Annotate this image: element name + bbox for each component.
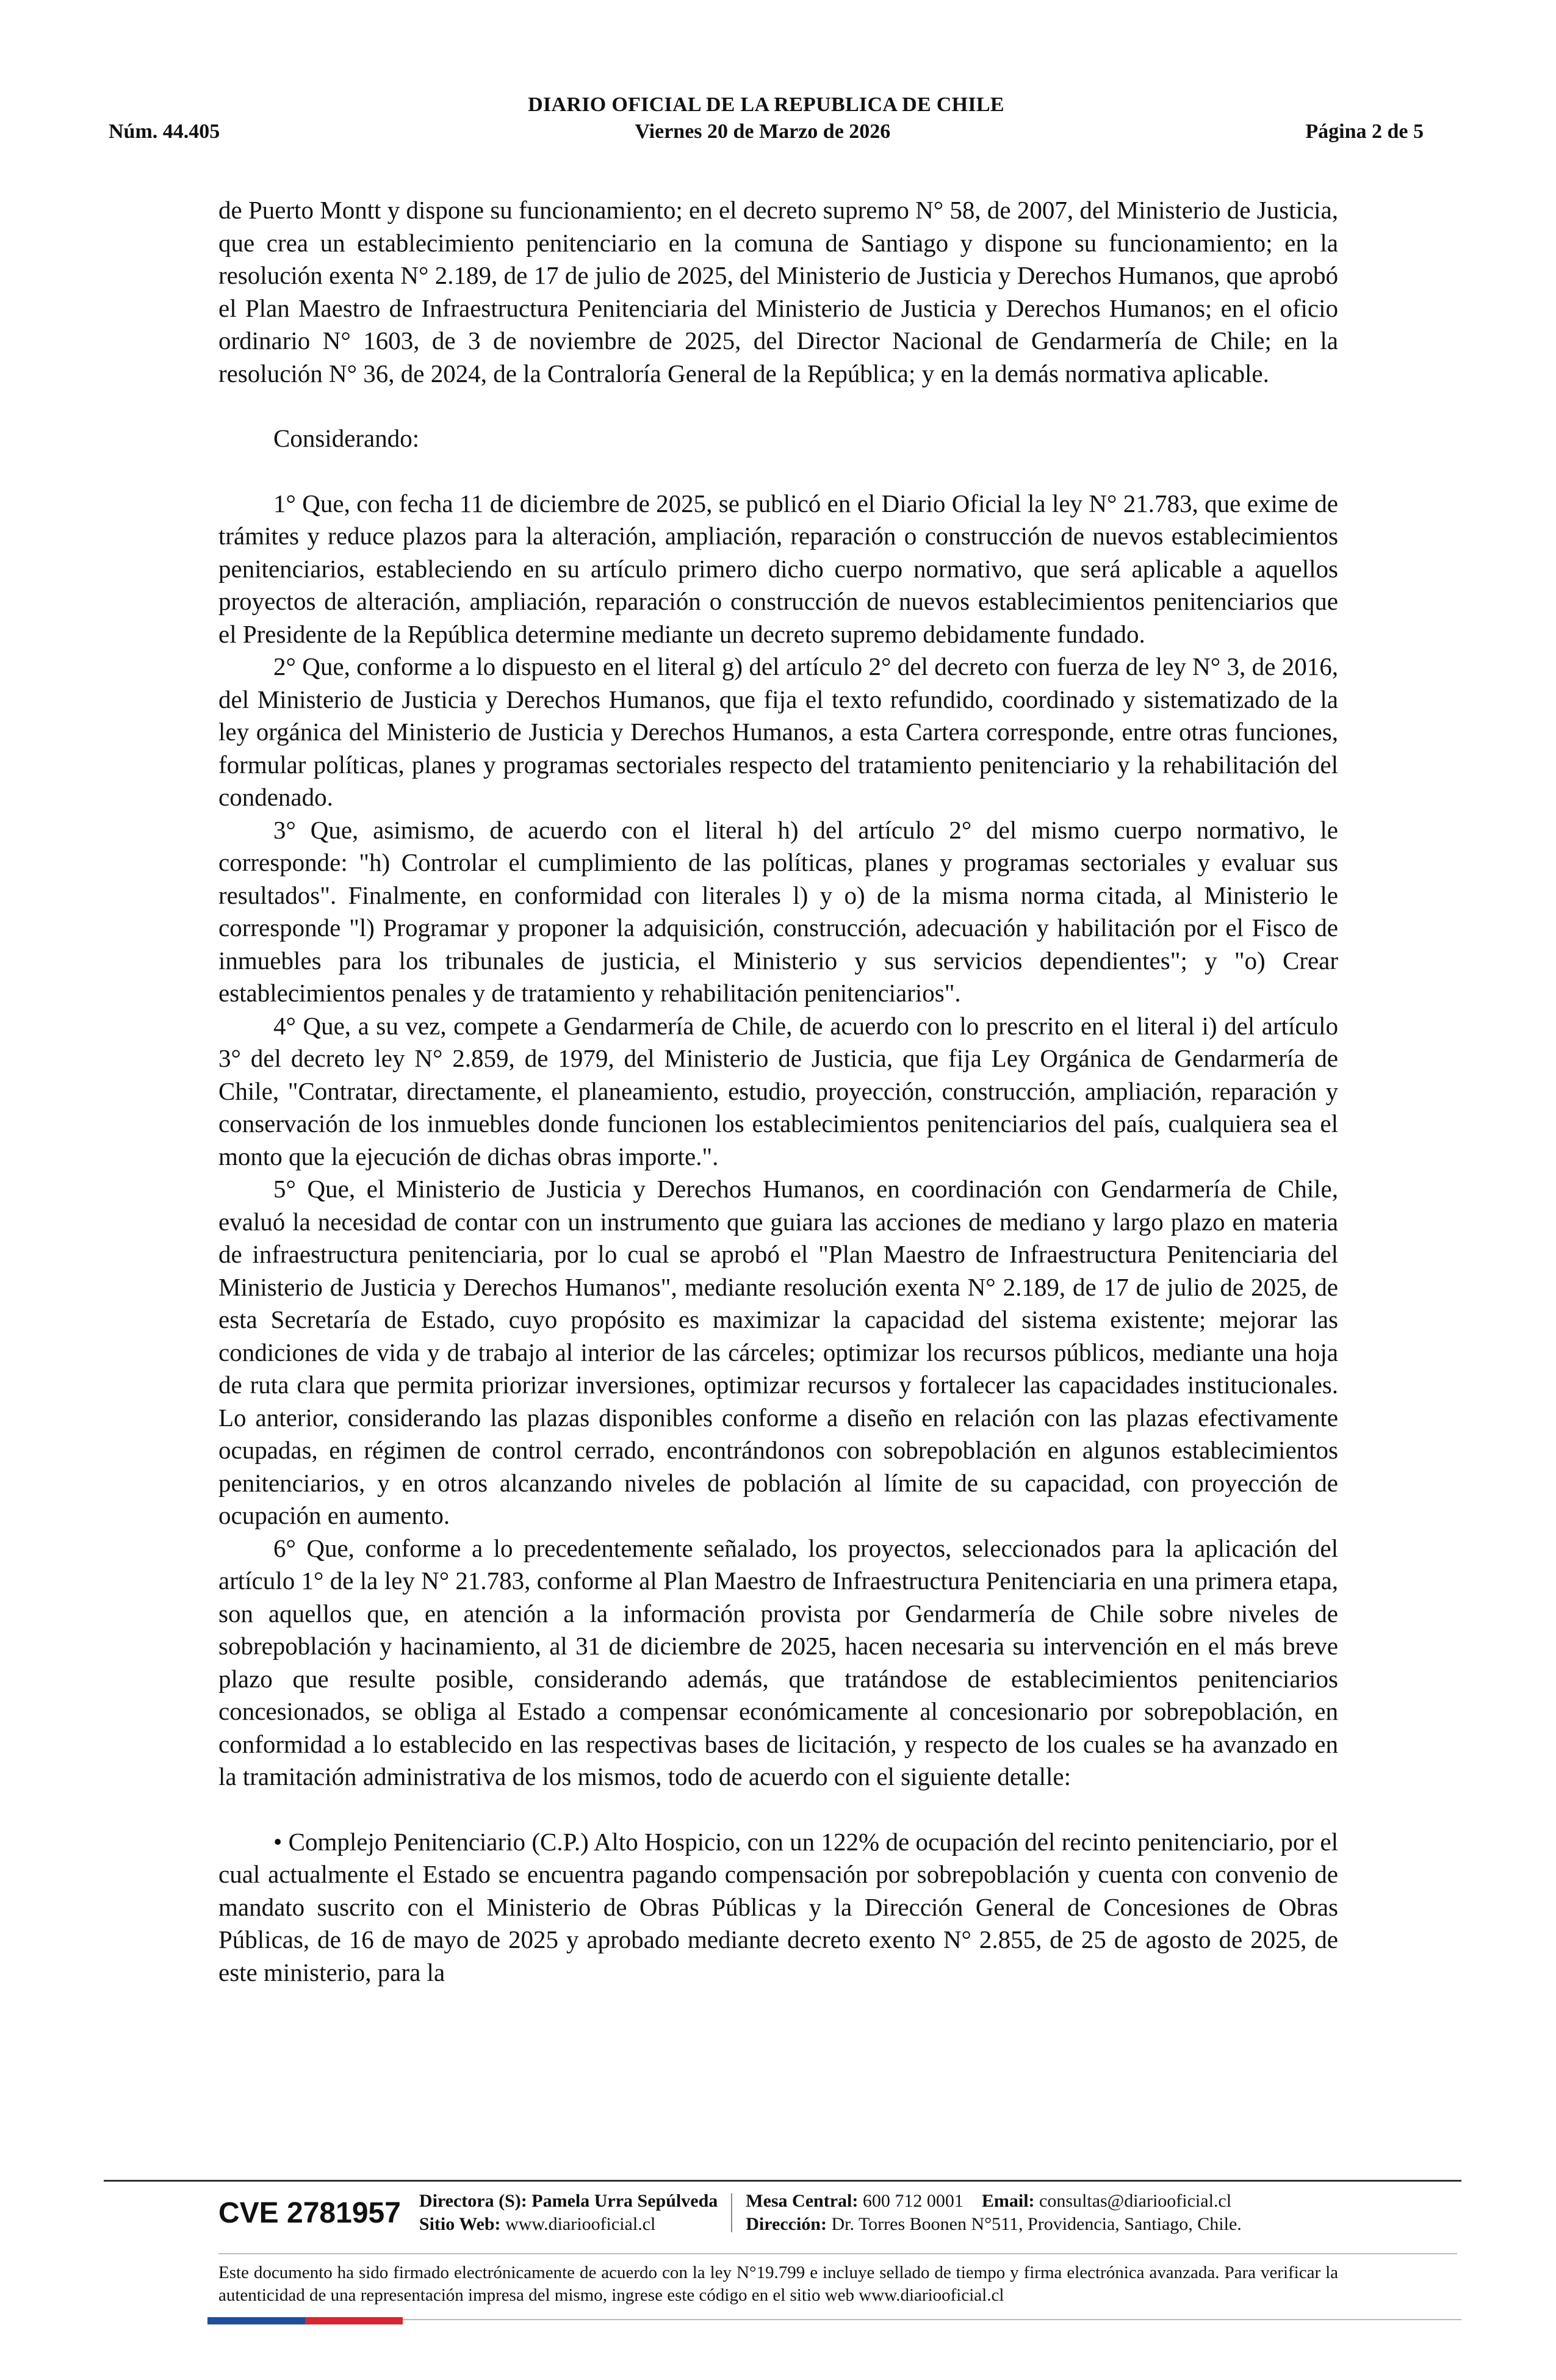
email-label: Email: — [981, 2191, 1035, 2211]
flag-stripe — [207, 2317, 403, 2324]
site-label: Sitio Web: — [419, 2214, 501, 2234]
gazette-title: DIARIO OFICIAL DE LA REPUBLICA DE CHILE — [528, 93, 1004, 116]
bullet-alto-hospicio: • Complejo Penitenciario (C.P.) Alto Hospicio, con un 122% de ocupación del recinto penitenciario, por el cual actualmente el Estado se encuentra pagando compensación por sobrepoblación y cuenta con convenio de mandato suscrito con el Ministerio de Obras Públicas y la Dirección General de Concesiones de Obras Públicas, de 16 de mayo de 2025 y aprobado mediante decreto exento N° 2.855, de 25 de agosto de 2025, de este ministerio, para la — [218, 1827, 1338, 1986]
page-number: Página 2 de 5 — [1305, 120, 1424, 143]
footer-bottom-rule — [403, 2319, 1461, 2320]
phone-number: 600 712 0001 — [862, 2191, 963, 2211]
director-name: Pamela Urra Sepúlveda — [531, 2191, 718, 2211]
phone-label: Mesa Central: — [746, 2191, 859, 2211]
intro-paragraph: de Puerto Montt y dispone su funcionamiento; en el decreto supremo N° 58, de 2007, del Ministerio de Justicia, que crea un establecimiento penitenciario en la comuna de Santiago y dispone su funcionamiento; en la resolución exenta N° 2.189, de 17 de julio de 2025, del Ministerio de Justicia y Derechos Humanos, que aprobó el Plan Maestro de Infraestructura Penitenciaria del Ministerio de Justicia y Derechos Humanos; en el oficio ordinario N° 1603, de 3 de noviembre de 2025, del Director Nacional de Gendarmería de Chile; en la resolución N° 36, de 2024, de la Contraloría General de la República; y en la demás normativa aplicable. — [218, 196, 1338, 388]
considerando-heading: Considerando: — [273, 424, 420, 452]
issue-number: Núm. 44.405 — [109, 120, 220, 143]
paragraph-4: 4° Que, a su vez, compete a Gendarmería de Chile, de acuerdo con lo prescrito en el literal i) del artículo 3° del decreto ley N° 2.859, de 1979, del Ministerio de Justicia, que fija Ley Orgánica de Gendarmería de Chile, "Contratar, directamente, el planeamiento, estudio, proyección, construcción, ampliación, reparación y conservación de los inmuebles donde funcionen los establecimientos penitenciarios del país, cualquiera sea el monto que la ejecución de dichas obras importe.". — [218, 1011, 1338, 1170]
footer-divider — [104, 2180, 1461, 2182]
address-text: Dr. Torres Boonen N°511, Providencia, Santiago, Chile. — [831, 2214, 1242, 2234]
paragraph-6: 6° Que, conforme a lo precedentemente señalado, los proyectos, seleccionados para la aplicación del artículo 1° de la ley N° 21.783, conforme al Plan Maestro de Infraestructura Penitenciaria en una primera etapa, son aquellos que, en atención a la información provista por Gendarmería de Chile sobre niveles de sobrepoblación y hacinamiento, al 31 de diciembre de 2025, hacen necesaria su intervención en el más breve plazo que resulte posible, considerando además, que tratándose de establecimientos penitenciarios concesionados, se obliga al Estado a compensar económicamente al concesionario por sobrepoblación, en conformidad a lo establecido en las respectivas bases de licitación, y respecto de los cuales se ha avanzado en la tramitación administrativa de los mismos, todo de acuerdo con el siguiente detalle: — [218, 1534, 1338, 1790]
director-label: Directora (S): — [419, 2191, 527, 2211]
flag-red-stripe — [305, 2317, 403, 2324]
email-link[interactable]: consultas@diariooficial.cl — [1039, 2191, 1232, 2211]
footer-separator — [731, 2193, 732, 2232]
signature-note: Este documento ha sido firmado electrónicamente de acuerdo con la ley N°19.799 e incluye sellado de tiempo y firma electrónica avanzada. Para verificar la autenticidad de una representación impresa del mismo, ingrese este código en el sitio web www.diariooficial.cl — [218, 2263, 1338, 2305]
paragraph-1: 1° Que, con fecha 11 de diciembre de 2025, se publicó en el Diario Oficial la ley N° 21.783, que exime de trámites y reduce plazos para la alteración, ampliación, reparación o construcción de nuevos establecimientos penitenciarios, estableciendo en su artículo primero dicho cuerpo normativo, que será aplicable a aquellos proyectos de alteración, ampliación, reparación o construcción de nuevos establecimientos penitenciarios que el Presidente de la República determine mediante un decreto supremo debidamente fundado. — [218, 489, 1338, 648]
page-header — [109, 92, 1424, 145]
contact-block — [746, 2190, 1242, 2236]
document-body — [218, 194, 1338, 1989]
site-link[interactable]: www.diariooficial.cl — [505, 2214, 656, 2234]
paragraph-5: 5° Que, el Ministerio de Justicia y Derechos Humanos, en coordinación con Gendarmería de Chile, evaluó la necesidad de contar con un instrumento que guiara las acciones de mediano y largo plazo en materia de infraestructura penitenciaria, por lo cual se aprobó el "Plan Maestro de Infraestructura Penitenciaria del Ministerio de Justicia y Derechos Humanos", mediante resolución exenta N° 2.189, de 17 de julio de 2025, de esta Secretaría de Estado, cuyo propósito es maximizar la capacidad del sistema existente; mejorar las condiciones de vida y de trabajo al interior de las cárceles; optimizar los recursos públicos, mediante una hoja de ruta clara que permita priorizar inversiones, optimizar recursos y fortalecer las capacidades institucionales. Lo anterior, considerando las plazas disponibles conforme a diseño en relación con las plazas efectivamente ocupadas, en régimen de control cerrado, encontrándonos con sobrepoblación en algunos establecimientos penitenciarios, y en otros alcanzando niveles de población al límite de su capacidad, con proyección de ocupación en aumento. — [218, 1175, 1338, 1529]
page-footer — [218, 2190, 1341, 2236]
address-label: Dirección: — [746, 2214, 827, 2234]
issue-date: Viernes 20 de Marzo de 2026 — [635, 120, 891, 143]
paragraph-2: 2° Que, conforme a lo dispuesto en el literal g) del artículo 2° del decreto con fuerza de ley N° 3, de 2016, del Ministerio de Justicia y Derechos Humanos, que fija el texto refundido, coordinado y sistematizado de la ley orgánica del Ministerio de Justicia y Derechos Humanos, a esta Cartera corresponde, entre otras funciones, formular políticas, planes y programas sectoriales respecto del tratamiento penitenciario y la rehabilitación del condenado. — [218, 652, 1338, 811]
director-block — [419, 2190, 718, 2236]
flag-blue-stripe — [207, 2317, 305, 2324]
paragraph-3: 3° Que, asimismo, de acuerdo con el literal h) del artículo 2° del mismo cuerpo normativo, le corresponde: "h) Controlar el cumplimiento de las políticas, planes y programas sectoriales y evaluar sus resultados". Finalmente, en conformidad con literales l) y o) de la misma norma citada, al Ministerio le corresponde "l) Programar y proponer la adquisición, construcción, adecuación y habilitación por el Fisco de inmuebles para los tribunales de justicia, el Ministerio y sus servicios dependientes"; y "o) Crear establecimientos penales y de tratamiento y rehabilitación penitenciarios". — [218, 815, 1338, 1007]
header-row — [109, 118, 1424, 145]
footer-thin-divider — [218, 2253, 1457, 2254]
cve-code: CVE 2781957 — [218, 2196, 401, 2229]
